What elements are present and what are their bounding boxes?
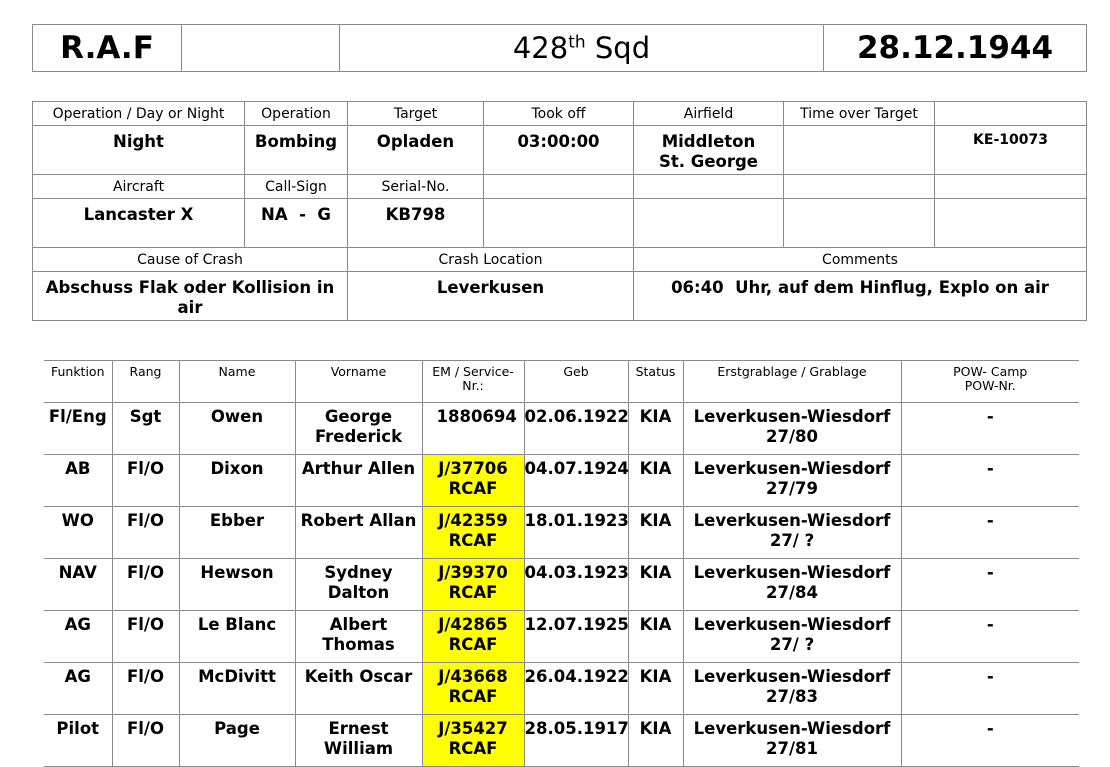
header-squadron [340, 25, 824, 72]
crew-pow-camp: - [901, 403, 1079, 455]
crew-pow-camp: - [901, 455, 1079, 507]
column-header: POW- Camp POW-Nr. [901, 361, 1079, 403]
value-empty [784, 199, 935, 248]
header-empty-cell [182, 25, 340, 72]
column-header: EM / Service-Nr.: [422, 361, 524, 403]
crew-rang: Fl/O [112, 507, 179, 559]
value-comments: 06:40 Uhr, auf dem Hinflug, Explo on air [634, 272, 1087, 321]
column-header: Status [628, 361, 683, 403]
crew-service-number: J/37706 RCAF [422, 455, 524, 507]
label-call-sign: Call-Sign [245, 175, 348, 199]
crew-name: Owen [179, 403, 295, 455]
crew-grave-location: Leverkusen-Wiesdorf 27/83 [683, 663, 901, 715]
crew-vorname: Keith Oscar [295, 663, 422, 715]
value-target: Opladen [348, 126, 484, 175]
value-cause-of-crash: Abschuss Flak oder Kollision in air [33, 272, 348, 321]
crew-status: KIA [628, 507, 683, 559]
crew-grave-location: Leverkusen-Wiesdorf 27/ ? [683, 611, 901, 663]
value-serial-no: KB798 [348, 199, 484, 248]
crew-birth-date: 04.03.1923 [524, 559, 628, 611]
crew-service-number: 1880694 [422, 403, 524, 455]
crew-grave-location: Leverkusen-Wiesdorf 27/84 [683, 559, 901, 611]
label-empty [634, 175, 784, 199]
squadron-suffix: th [568, 32, 586, 53]
label-empty [484, 175, 634, 199]
crew-grave-location: Leverkusen-Wiesdorf 27/81 [683, 715, 901, 767]
mission-info-table [32, 101, 1087, 321]
crew-birth-date: 18.01.1923 [524, 507, 628, 559]
crew-funktion: AG [44, 663, 112, 715]
crew-pow-camp: - [901, 715, 1079, 767]
label-empty [935, 175, 1087, 199]
column-header: Geb [524, 361, 628, 403]
value-empty [634, 199, 784, 248]
value-empty [484, 199, 634, 248]
crew-funktion: Fl/Eng [44, 403, 112, 455]
value-took-off: 03:00:00 [484, 126, 634, 175]
value-reference-number: KE-10073 [935, 126, 1087, 175]
crew-service-number: J/35427 RCAF [422, 715, 524, 767]
crew-funktion: AB [44, 455, 112, 507]
value-operation: Bombing [245, 126, 348, 175]
crew-row [44, 455, 1079, 507]
label-comments: Comments [634, 248, 1087, 272]
crew-name: McDivitt [179, 663, 295, 715]
crew-vorname: Ernest William [295, 715, 422, 767]
label-took-off: Took off [484, 102, 634, 126]
crew-funktion: WO [44, 507, 112, 559]
crew-vorname: Arthur Allen [295, 455, 422, 507]
crew-table [44, 360, 1079, 767]
value-airfield: Middleton St. George [634, 126, 784, 175]
label-airfield: Airfield [634, 102, 784, 126]
crew-service-number: J/43668 RCAF [422, 663, 524, 715]
crew-service-number: J/42865 RCAF [422, 611, 524, 663]
crew-pow-camp: - [901, 663, 1079, 715]
value-time-over-target [784, 126, 935, 175]
crew-funktion: AG [44, 611, 112, 663]
value-aircraft: Lancaster X [33, 199, 245, 248]
crew-grave-location: Leverkusen-Wiesdorf 27/80 [683, 403, 901, 455]
value-crash-location: Leverkusen [348, 272, 634, 321]
crew-row [44, 403, 1079, 455]
crew-vorname: George Frederick [295, 403, 422, 455]
label-operation: Operation [245, 102, 348, 126]
crew-birth-date: 26.04.1922 [524, 663, 628, 715]
crew-row [44, 663, 1079, 715]
label-operation-day-night: Operation / Day or Night [33, 102, 245, 126]
crew-rang: Fl/O [112, 611, 179, 663]
label-time-over-target: Time over Target [784, 102, 935, 126]
crew-status: KIA [628, 663, 683, 715]
value-empty [935, 199, 1087, 248]
column-header: Funktion [44, 361, 112, 403]
column-header: Rang [112, 361, 179, 403]
value-call-sign: NA - G [245, 199, 348, 248]
crew-status: KIA [628, 403, 683, 455]
crew-vorname: Robert Allan [295, 507, 422, 559]
crew-header-row [44, 361, 1079, 403]
crew-row [44, 559, 1079, 611]
label-cause-of-crash: Cause of Crash [33, 248, 348, 272]
label-empty [935, 102, 1087, 126]
crew-vorname: Sydney Dalton [295, 559, 422, 611]
crew-pow-camp: - [901, 559, 1079, 611]
crew-grave-location: Leverkusen-Wiesdorf 27/ ? [683, 507, 901, 559]
crew-birth-date: 02.06.1922 [524, 403, 628, 455]
crew-birth-date: 28.05.1917 [524, 715, 628, 767]
crew-row [44, 715, 1079, 767]
squadron-number: 428 [512, 31, 569, 65]
crew-name: Ebber [179, 507, 295, 559]
crew-funktion: Pilot [44, 715, 112, 767]
crew-grave-location: Leverkusen-Wiesdorf 27/79 [683, 455, 901, 507]
crew-status: KIA [628, 611, 683, 663]
crew-status: KIA [628, 559, 683, 611]
crew-service-number: J/39370 RCAF [422, 559, 524, 611]
crew-name: Hewson [179, 559, 295, 611]
crew-row [44, 507, 1079, 559]
crew-name: Dixon [179, 455, 295, 507]
label-target: Target [348, 102, 484, 126]
column-header: Erstgrablage / Grablage [683, 361, 901, 403]
crew-pow-camp: - [901, 611, 1079, 663]
crew-rang: Sgt [112, 403, 179, 455]
value-operation-day-night: Night [33, 126, 245, 175]
crew-name: Page [179, 715, 295, 767]
squadron-label: Sqd [585, 31, 651, 65]
crew-birth-date: 04.07.1924 [524, 455, 628, 507]
label-crash-location: Crash Location [348, 248, 634, 272]
crew-rang: Fl/O [112, 559, 179, 611]
crew-name: Le Blanc [179, 611, 295, 663]
crew-rang: Fl/O [112, 663, 179, 715]
column-header: Vorname [295, 361, 422, 403]
crew-vorname: Albert Thomas [295, 611, 422, 663]
crew-pow-camp: - [901, 507, 1079, 559]
header-date: 28.12.1944 [824, 25, 1087, 72]
label-empty [784, 175, 935, 199]
crew-rang: Fl/O [112, 715, 179, 767]
header-table [32, 24, 1087, 72]
crew-row [44, 611, 1079, 663]
crew-status: KIA [628, 455, 683, 507]
crew-funktion: NAV [44, 559, 112, 611]
label-serial-no: Serial-No. [348, 175, 484, 199]
crew-birth-date: 12.07.1925 [524, 611, 628, 663]
header-organization: R.A.F [33, 25, 182, 72]
column-header: Name [179, 361, 295, 403]
crew-service-number: J/42359 RCAF [422, 507, 524, 559]
label-aircraft: Aircraft [33, 175, 245, 199]
crew-rang: Fl/O [112, 455, 179, 507]
crew-status: KIA [628, 715, 683, 767]
